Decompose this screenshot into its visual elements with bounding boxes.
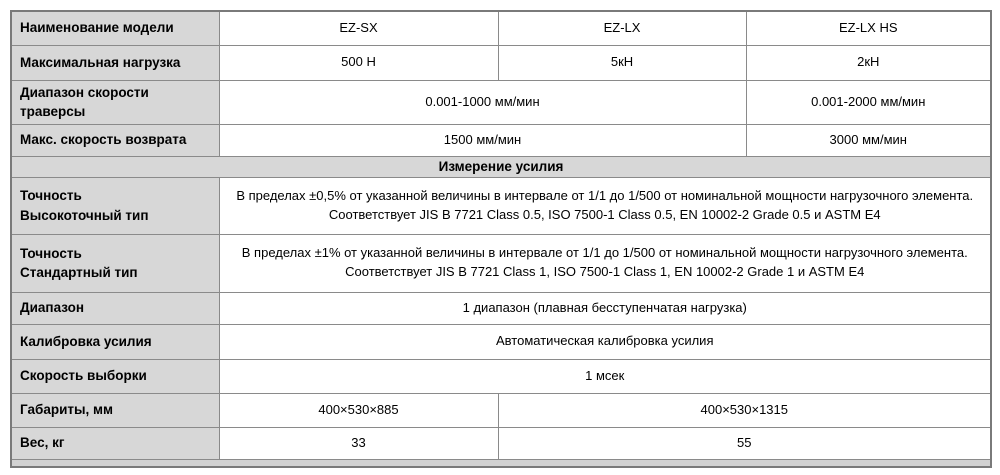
max-load-ez-lx: 5кН	[498, 45, 746, 80]
row-return-speed	[11, 124, 991, 156]
calibration-value: Автоматическая калибровка усилия	[219, 324, 991, 359]
row-model	[11, 11, 991, 45]
accuracy-std-label	[11, 234, 219, 292]
accuracy-std-label-line2: Стандартный тип	[20, 265, 138, 281]
dimensions-lx-hs: 400×530×1315	[498, 393, 991, 427]
row-sampling	[11, 359, 991, 393]
sampling-label: Скорость выборки	[11, 359, 219, 393]
footer-band	[11, 459, 991, 467]
traverse-speed-label: Диапазон скорости траверсы	[11, 80, 219, 124]
row-accuracy-std	[11, 234, 991, 292]
dimensions-ez-sx: 400×530×885	[219, 393, 498, 427]
accuracy-high-label-line1: Точность	[20, 188, 82, 204]
row-footer-band	[11, 459, 991, 467]
traverse-speed-sx-lx: 0.001-1000 мм/мин	[219, 80, 746, 124]
traverse-speed-lx-hs: 0.001-2000 мм/мин	[746, 80, 991, 124]
range-label: Диапазон	[11, 292, 219, 324]
model-ez-lx-hs: EZ-LX HS	[746, 11, 991, 45]
return-speed-label: Макс. скорость возврата	[11, 124, 219, 156]
row-weight	[11, 427, 991, 459]
row-calibration	[11, 324, 991, 359]
accuracy-std-value: В пределах ±1% от указанной величины в интервале от 1/1 до 1/500 от номинальной мощности нагрузочного элемента. Соответствует JIS B 7721 Class 1, ISO 7500-1 Class 1, EN 10002-2 Grade 1 и ASTM E4	[219, 234, 991, 292]
model-row-label: Наименование модели	[11, 11, 219, 45]
return-speed-sx-lx: 1500 мм/мин	[219, 124, 746, 156]
sampling-value: 1 мсек	[219, 359, 991, 393]
weight-lx-hs: 55	[498, 427, 991, 459]
max-load-ez-lx-hs: 2кН	[746, 45, 991, 80]
dimensions-label: Габариты, мм	[11, 393, 219, 427]
row-accuracy-high	[11, 177, 991, 234]
force-section-header: Измерение усилия	[11, 156, 991, 177]
row-range	[11, 292, 991, 324]
return-speed-lx-hs: 3000 мм/мин	[746, 124, 991, 156]
accuracy-std-label-line1: Точность	[20, 245, 82, 261]
model-ez-sx: EZ-SX	[219, 11, 498, 45]
row-dimensions	[11, 393, 991, 427]
model-ez-lx: EZ-LX	[498, 11, 746, 45]
weight-label: Вес, кг	[11, 427, 219, 459]
accuracy-high-value: В пределах ±0,5% от указанной величины в интервале от 1/1 до 1/500 от номинальной мощности нагрузочного элемента. Соответствует JIS B 7721 Class 0.5, ISO 7500-1 Class 0.5, EN 10002-2 Grade 0.5 и ASTM E4	[219, 177, 991, 234]
row-max-load	[11, 45, 991, 80]
accuracy-high-label-line2: Высокоточный тип	[20, 207, 149, 223]
accuracy-high-label	[11, 177, 219, 234]
max-load-ez-sx: 500 Н	[219, 45, 498, 80]
weight-ez-sx: 33	[219, 427, 498, 459]
spec-table	[10, 10, 992, 468]
max-load-label: Максимальная нагрузка	[11, 45, 219, 80]
row-force-section	[11, 156, 991, 177]
calibration-label: Калибровка усилия	[11, 324, 219, 359]
row-traverse-speed	[11, 80, 991, 124]
range-value: 1 диапазон (плавная бесступенчатая нагрузка)	[219, 292, 991, 324]
